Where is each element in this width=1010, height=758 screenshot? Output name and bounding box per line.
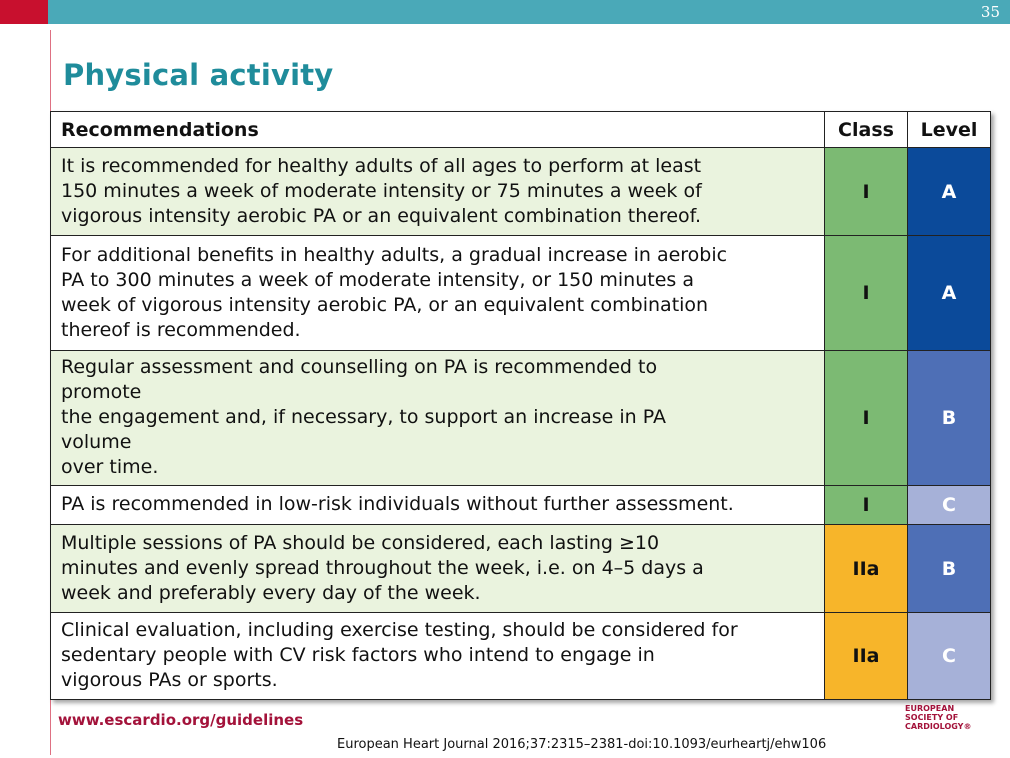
class-cell: I: [825, 236, 908, 351]
recommendations-table: [50, 111, 991, 700]
recommendation-text: Regular assessment and counselling on PA is recommended to promote the engagement and, if necessary, to support an increase in PA volume over time.: [51, 351, 825, 486]
level-cell: C: [908, 613, 991, 700]
page-title: Physical activity: [63, 58, 334, 92]
slide-number: 35: [980, 3, 1000, 21]
table-row: [51, 525, 991, 613]
class-cell: I: [825, 486, 908, 525]
header-bar: [0, 0, 1010, 24]
recommendation-text: It is recommended for healthy adults of all ages to perform at least 150 minutes a week of moderate intensity or 75 minutes a week of vigorous intensity aerobic PA or an equivalent combination thereof.: [51, 148, 825, 236]
table-header-row: [51, 112, 991, 148]
recommendation-text: For additional benefits in healthy adults, a gradual increase in aerobic PA to 300 minutes a week of moderate intensity, or 150 minutes a week of vigorous intensity aerobic PA, or an equivalent combination thereof is recommended.: [51, 236, 825, 351]
logo-text-line: SOCIETY OF: [905, 713, 959, 722]
table-row: [51, 148, 991, 236]
recommendation-text: PA is recommended in low-risk individuals without further assessment.: [51, 486, 825, 525]
class-cell: I: [825, 148, 908, 236]
recommendation-text: Multiple sessions of PA should be considered, each lasting ≥10 minutes and evenly spread throughout the week, i.e. on 4–5 days a week and preferably every day of the week.: [51, 525, 825, 613]
table-row: [51, 236, 991, 351]
header-accent: [0, 0, 48, 24]
class-cell: IIa: [825, 525, 908, 613]
table-row: [51, 613, 991, 700]
level-cell: B: [908, 525, 991, 613]
class-cell: I: [825, 351, 908, 486]
header-level: Level: [908, 112, 991, 148]
logo-text-line: CARDIOLOGY®: [905, 722, 972, 731]
header-recommendations: Recommendations: [51, 112, 825, 148]
level-cell: C: [908, 486, 991, 525]
esc-logo: [905, 704, 985, 731]
citation: European Heart Journal 2016;37:2315–2381-doi:10.1093/eurheartj/ehw106: [337, 737, 827, 752]
level-cell: A: [908, 148, 991, 236]
recommendation-text: Clinical evaluation, including exercise testing, should be considered for sedentary people with CV risk factors who intend to engage in vigorous PAs or sports.: [51, 613, 825, 700]
logo-text-line: EUROPEAN: [905, 704, 955, 713]
class-cell: IIa: [825, 613, 908, 700]
table-row: [51, 351, 991, 486]
guidelines-link[interactable]: www.escardio.org/guidelines: [58, 711, 304, 729]
table-row: [51, 486, 991, 525]
level-cell: A: [908, 236, 991, 351]
level-cell: B: [908, 351, 991, 486]
header-class: Class: [825, 112, 908, 148]
